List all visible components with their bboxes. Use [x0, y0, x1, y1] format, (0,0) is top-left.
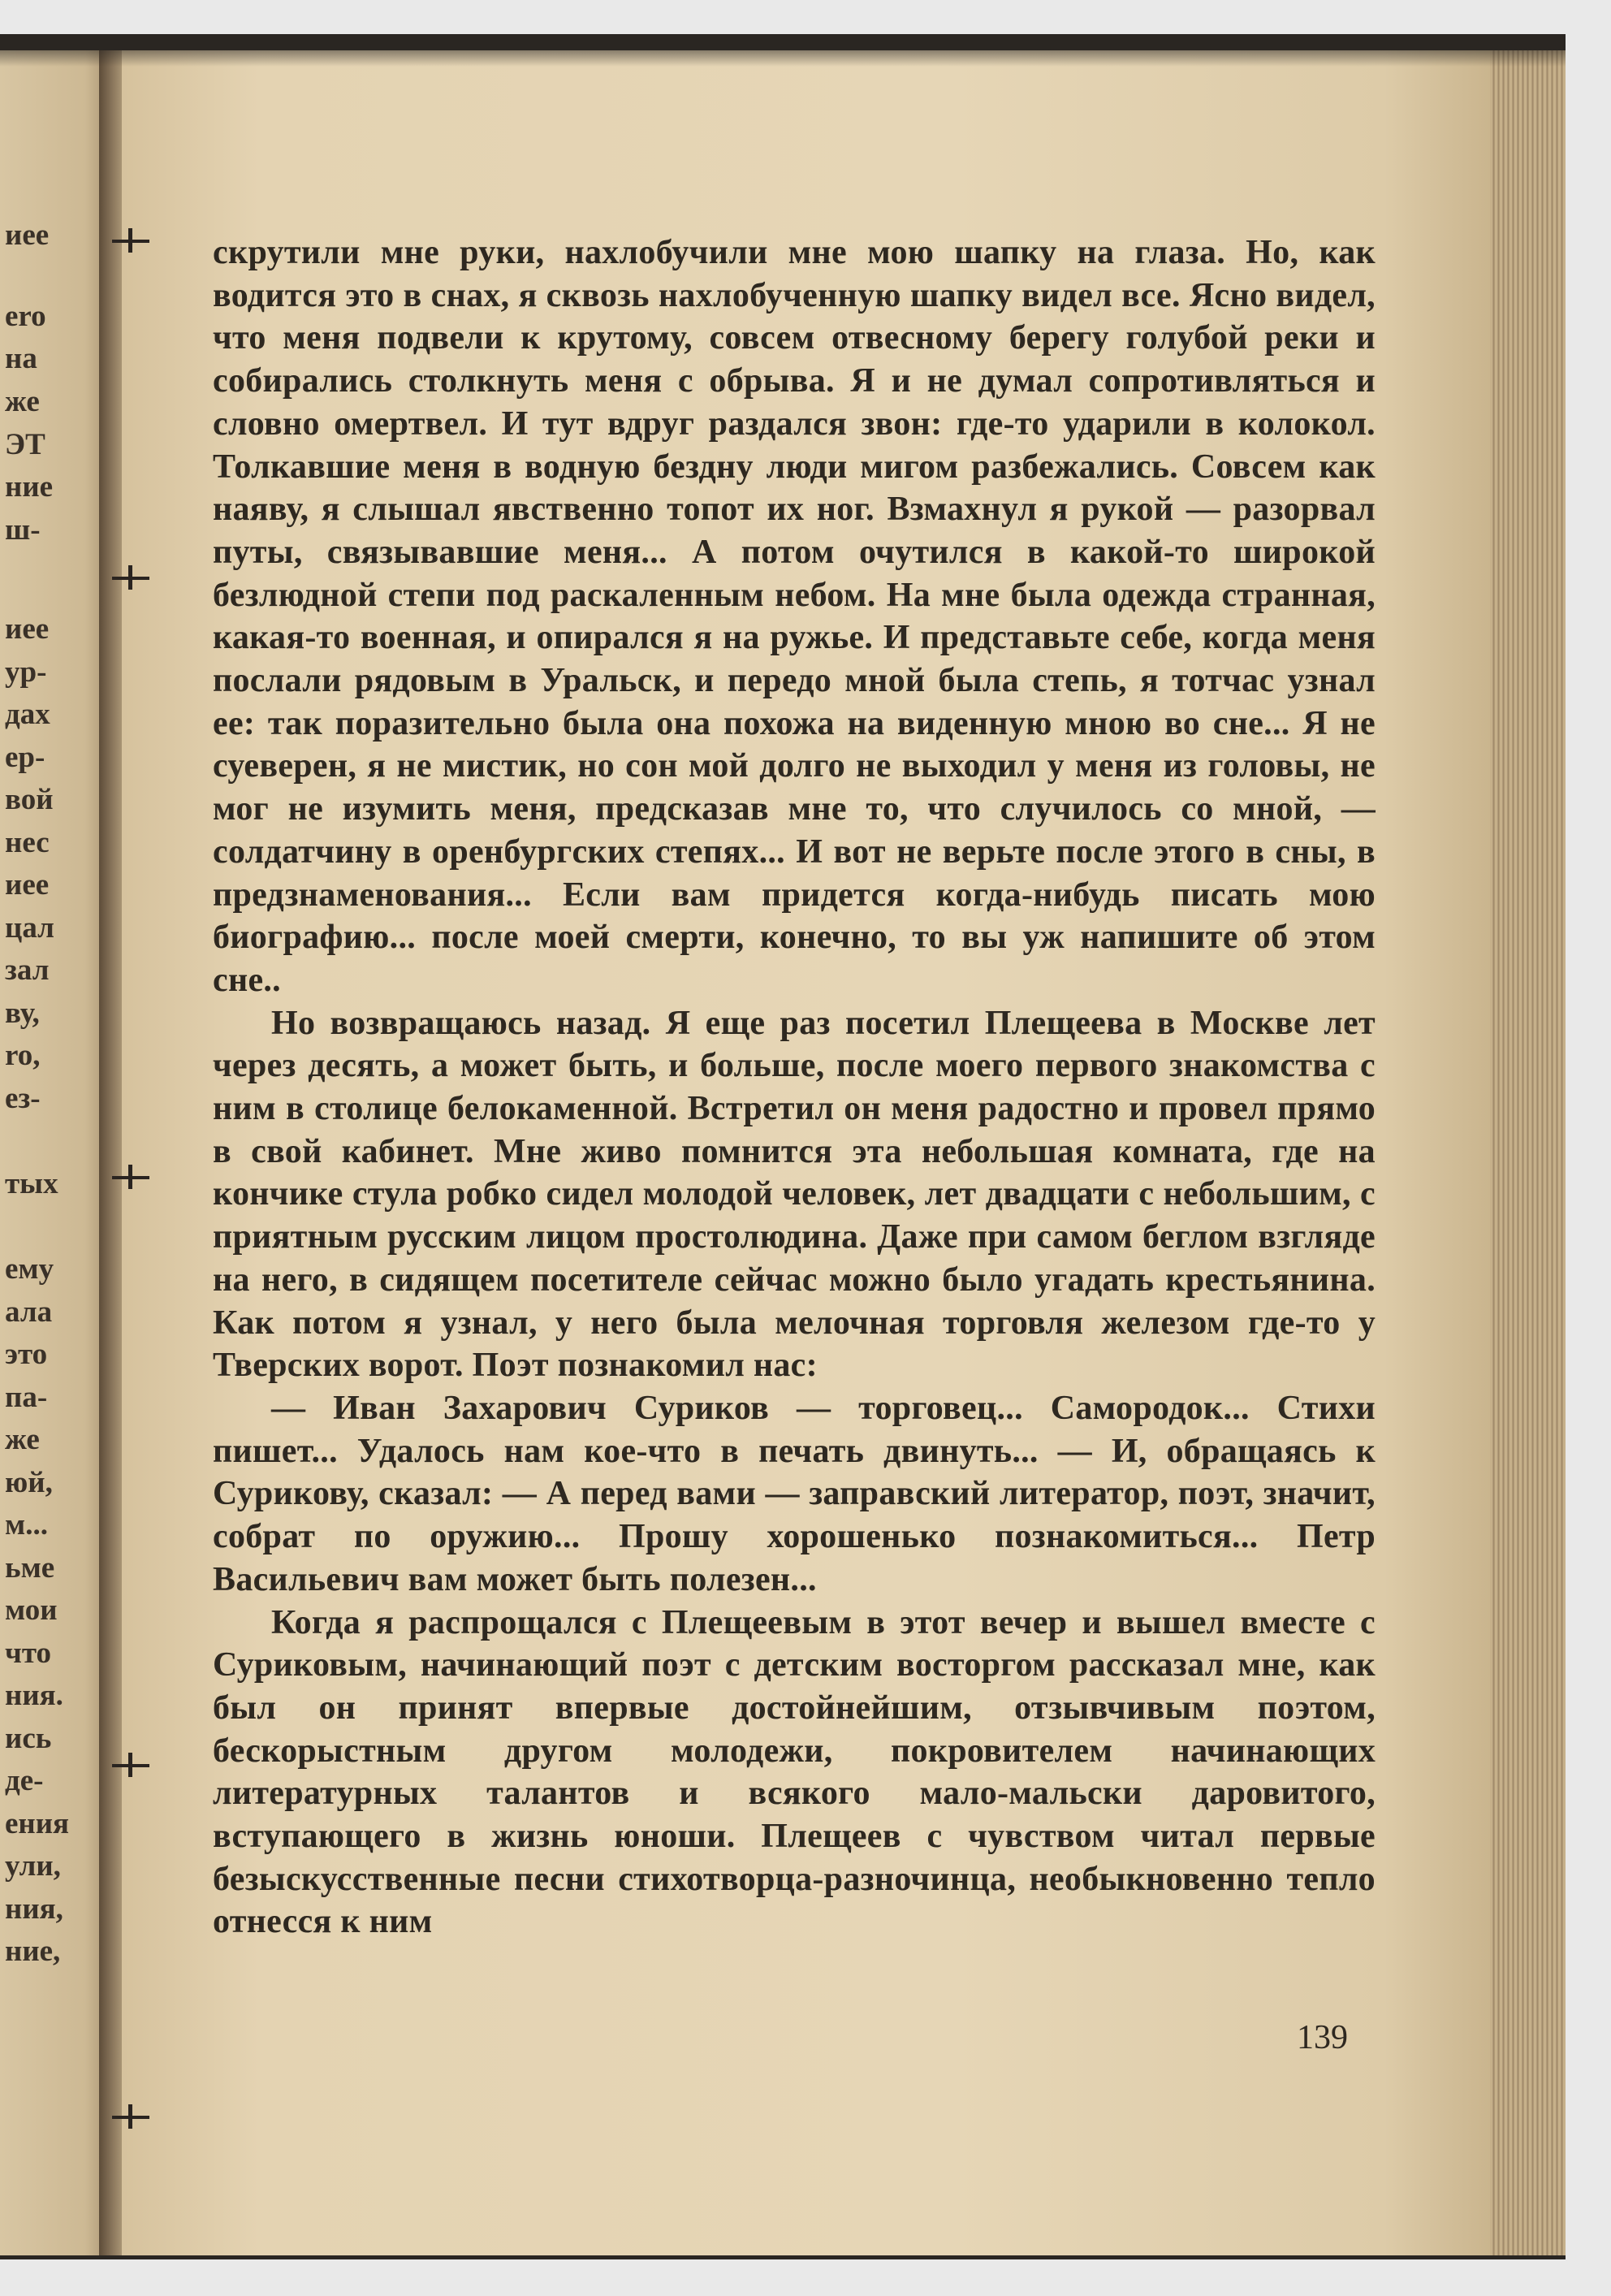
left-page-fragment: ьме	[5, 1551, 55, 1585]
binding-mark	[112, 240, 149, 243]
left-page-fragment: ез-	[5, 1082, 41, 1115]
left-page-fragment: ему	[5, 1252, 54, 1286]
paragraph: скрутили мне руки, нахлобучили мне мою шапку на глаза. Но, как водится это в снах, я сквозь нахлобученную шапку видел все. Ясно видел, что меня подвели к крутому, совсем отвесному берегу голубой реки и собирались столкнуть меня с обрыва. Я и не думал сопротивляться и словно омертвел. И тут вдруг раздался звон: где-то ударили в колокол. Толкавшие меня в водную бездну люди мигом разбежались. Совсем как наяву, я слышал явственно топот их ног. Взмахнул я рукой — разорвал путы, связывавшие меня... А потом очутился в какой-то широкой безлюдной степи под раскаленным небом. На мне была одежда странная, какая-то военная, и опирался я на ружье. И представьте себе, когда меня послали рядовым в Уральск, и передо мной была степь, я тотчас узнал ее: так поразительно была она похожа на виденную мною во сне... Я не суеверен, я не мистик, но сон мой долго не выходил у меня из головы, не мог не изумить меня, предсказав мне то, что случилось со мной, — солдатчину в оренбургских степях... И вот не верьте после этого в сны, в предзнаменования... Если вам придется когда-нибудь писать мою биографию... после моей смерти, конечно, то вы уж напишите об этом сне..	[213, 234, 1376, 999]
left-page-fragment: же	[5, 1423, 40, 1456]
left-page-fragment: де-	[5, 1764, 44, 1797]
binding-mark	[112, 1764, 149, 1767]
left-page-fragment: ись	[5, 1722, 52, 1755]
left-page-fragment: ro,	[5, 1039, 41, 1072]
paragraph: Но возвращаюсь назад. Я еще раз посетил Плещеева в Москве лет через десять, а может быть, и больше, после моего первого знакомства с ним в столице белокаменной. Встретил он меня радостно и провел прямо в свой кабинет. Мне живо помнится эта небольшая комната, где на кончике стула робко сидел молодой человек, лет двадцати с небольшим, с приятным русским лицом простолюдина. Даже при самом беглом взгляде на него, в сидящем посетителе сейчас можно было угадать крестьянина. Как потом я узнал, у него была мелочная торговля железом где-то у Тверских ворот. Поэт познакомил нас:	[213, 1004, 1376, 1385]
left-page-fragment: нес	[5, 826, 50, 859]
left-page-fragment: ЭТ	[5, 428, 45, 461]
binding-mark	[112, 2116, 149, 2119]
left-page-fragment: ния,	[5, 1892, 63, 1926]
left-page-fragment: иее	[5, 868, 50, 902]
page-body-text	[213, 231, 1376, 1944]
left-page-fragment: ние	[5, 470, 54, 504]
left-page-fragment: ния.	[5, 1679, 63, 1712]
left-page-fragment: мои	[5, 1593, 58, 1627]
left-page-fragment: ш-	[5, 513, 41, 547]
left-page-fragment: тых	[5, 1167, 58, 1200]
left-page-fragment: иее	[5, 218, 50, 252]
left-page-fragment: ep-	[5, 741, 45, 774]
left-page-fragment: ero	[5, 300, 46, 333]
left-page-fragment: ения	[5, 1807, 70, 1840]
page-number: 139	[1297, 2019, 1348, 2056]
left-page-fragment: ние,	[5, 1935, 61, 1968]
left-page-fragment: па-	[5, 1381, 48, 1414]
left-page-fragment: что	[5, 1637, 52, 1670]
left-page-fragment: же	[5, 385, 40, 418]
left-page-fragment: юй,	[5, 1466, 53, 1499]
top-shadow	[0, 34, 1566, 67]
paragraph: — Иван Захарович Суриков — торговец... Самородок... Стихи пишет... Удалось нам кое-что в печать двинуть... — И, обращаясь к Сурикову, сказал: — А перед вами — заправский литератор, поэт, значит, собрат по оружию... Прошу хорошенько познакомиться... Петр Васильевич вам может быть полезен...	[213, 1389, 1376, 1598]
left-page-fragment: ала	[5, 1295, 53, 1329]
left-page-fragment: на	[5, 342, 37, 375]
left-page-fragment: вой	[5, 783, 54, 816]
page-edges	[1490, 50, 1566, 2255]
left-page-fragment: ули,	[5, 1849, 61, 1883]
left-page-fragment: дах	[5, 698, 50, 731]
binding-mark	[112, 1176, 149, 1179]
left-page-fragment: это	[5, 1338, 48, 1371]
left-page-fragment: м...	[5, 1508, 48, 1541]
left-page-fragment: ву,	[5, 997, 40, 1030]
left-page-fragment: цал	[5, 911, 54, 945]
left-page-fragment: зал	[5, 953, 50, 987]
paragraph: Когда я распрощался с Плещеевым в этот вечер и вышел вместе с Суриковым, начинающий поэт с детским восторгом рассказал мне, как был он принят впервые достойнейшим, отзывчивым поэтом, бескорыстным другом молодежи, покровителем начинающих литературных талантов и всякого мало-мальски даровитого, вступающего в жизнь юноши. Плещеев с чувством читал первые безыскусственные песни стихотворца-разночинца, необыкновенно тепло отнесся к ним	[213, 1603, 1376, 1941]
binding-mark	[112, 577, 149, 580]
left-page-fragment: иее	[5, 612, 50, 646]
left-page-fragment: yp-	[5, 655, 47, 689]
